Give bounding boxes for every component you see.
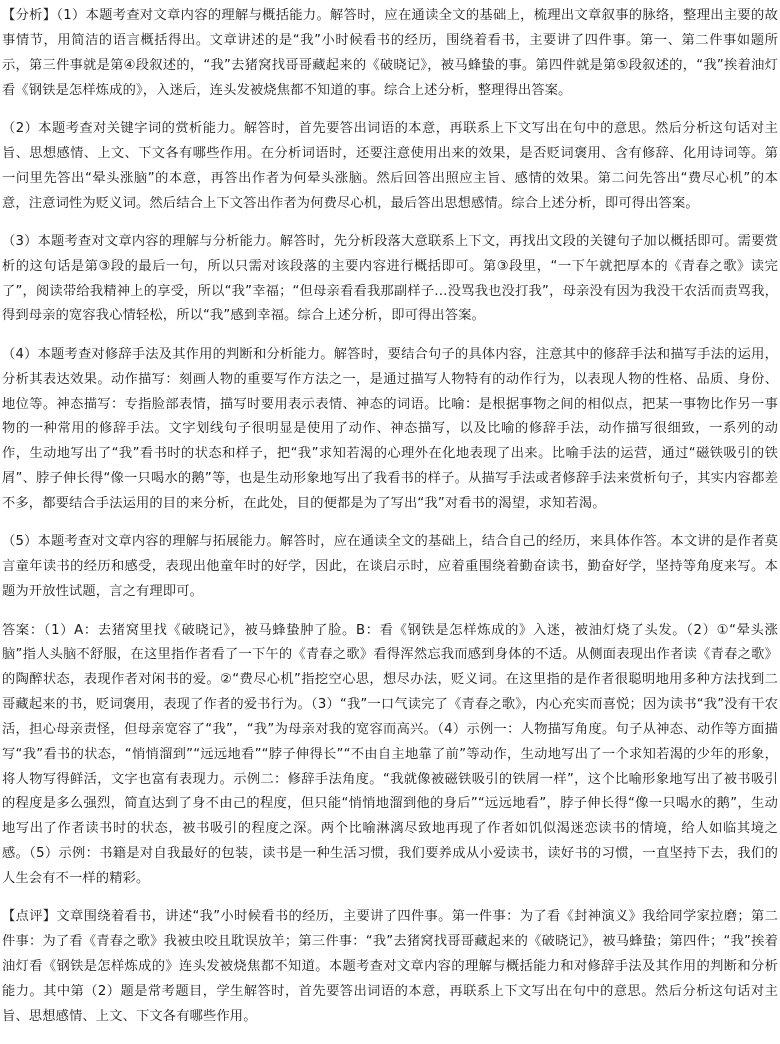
analysis-part-5: （5）本题考查对文章内容的理解与拓展能力。解答时，应在通读全文的基础上，结合自己的经历，来具体作答。本文讲的是作者莫言童年读书的经历和感受，表现出他童年时的好学，因此，在谈启示时，应着重围绕着勤奋读书，勤奋好学，坚持等角度来写。本题为开放性试题，言之有理即可。 xyxy=(2,534,778,600)
comment-section: 【点评】文章围绕着看书，讲述“我”小时候看书的经历，主要讲了四件事。第一件事：为了看《封神演义》我给同学家拉磨；第二件事：为了看《青春之歌》我被虫咬且耽误放羊；第三件事：“我”去猪窝找哥哥藏起来的《破晓记》，被马蜂蛰；第四件；“我”挨着油灯看《钢铁是怎样炼成的》连头发被烧焦都不知道。本题考查对文章内容的理解与概括能力和对修辞手法及其作用的判断和分析能力。其中第（2）题是常考题目，学生解答时，首先要答出词语的本意，再联系上下文写出在句中的意思。然后分析这句话对主旨、思想感情、上文、下文各有哪些作用。 xyxy=(2,909,778,1024)
answer-section: 答案：（1）A：去猪窝里找《破晓记》，被马蜂蛰肿了脸。B：看《钢铁是怎样炼成的》入迷，被油灯烧了头发。（2）①“晕头涨脑”指人头脑不舒服，在这里指作者看了一下午的《青春之歌》看得浑然忘我而感到身体的不适。从侧面表现出作者读《青春之歌》的陶醉状态，表现作者对闲书的爱。②“费尽心机”指挖空心思，想尽办法，贬义词。在这里指的是作者很聪明地用多种方法找到二哥藏起来的书，贬词褒用，表现了作者的爱书行为。（3）“我”一口气读完了《青春之歌》，内心充实而喜悦；因为读书“我”没有干农活，担心母亲责怪，但母亲宽容了“我”，“我”为母亲对我的宽容而高兴。（4）示例一：人物描写角度。句子从神态、动作等方面描写“我”看书的状态，“悄悄溜到”“远远地看”“脖子伸得长”“不由自主地靠了前”等动作，生动地写出了一个求知若渴的少年的形象，将人物写得鲜活，文字也富有表现力。示例二：修辞手法角度。“我就像被磁铁吸引的铁屑一样”，这个比喻形象地写出了被书吸引的程度是多么强烈，简直达到了身不由己的程度，但只能“悄悄地溜到他的身后”“远远地看”，脖子伸长得“像一只喝水的鹅”，生动地写出了作者读书时的状态，被书吸引的程度之深。两个比喻淋漓尽致地再现了作者如饥似渴迷恋读书的情境，给人如临其境之感。（5）示例：书籍是对自我最好的包装，读书是一种生活习惯，我们要养成从小爱读书，读好书的习惯，一直坚持下去，我们的人生会有不一样的精彩。 xyxy=(2,622,778,886)
analysis-part-3: （3）本题考查对文章内容的理解与分析能力。解答时，先分析段落大意联系上下文，再找出文段的关键句子加以概括即可。需要赏析的这句话是第③段的最后一句，所以只需对该段落的主要内容进行概括即可。第③段里，“一下午就把厚本的《青春之歌》读完了”，阅读带给我精神上的享受，所以“我”幸福；“但母亲看看我那副样子…没骂我也没打我”，母亲没有因为我没干农活而责骂我，得到母亲的宽容我心情轻松，所以“我”感到幸福。综合上述分析，即可得出答案。 xyxy=(2,233,778,324)
analysis-part-1: 【分析】（1）本题考查对文章内容的理解与概括能力。解答时，应在通读全文的基础上，梳理出文章叙事的脉络，整理出主要的故事情节，用简洁的语言概括得出。文章讲述的是“我”小时候看书的经历，围绕着看书，主要讲了四件事。第一、第二件事如题所示，第三件事就是第④段叙述的，“我”去猪窝找哥哥藏起来的《破晓记》，被马蜂蛰的事。第四件就是第⑤段叙述的，“我”挨着油灯看《钢铁是怎样炼成的》，入迷后，连头发被烧焦都不知道的事。综合上述分析，整理得出答案。 xyxy=(2,8,778,98)
analysis-part-2: （2）本题考查对关键字词的赏析能力。解答时，首先要答出词语的本意，再联系上下文写出在句中的意思。然后分析这句话对主旨、思想感情、上文、下文各有哪些作用。在分析词语时，还要注意使用出来的效果，是否贬词褒用、含有修辞、化用诗词等。第一问里先答出“晕头涨脑”的本意，再答出作者为何晕头涨脑。然后回答出照应主旨、感情的效果。第二问先答出“费尽心机”的本意，注意词性为贬义词。然后结合上下文答出作者为何费尽心机，最后答出思想感情。综合上述分析，即可得出答案。 xyxy=(2,120,778,211)
analysis-part-4: （4）本题考查对修辞手法及其作用的判断和分析能力。解答时，要结合句子的具体内容，注意其中的修辞手法和描写手法的运用，分析其表达效果。动作描写：刻画人物的重要写作方法之一，是通过描写人物特有的动作行为，以表现人物的性格、品质、身份、地位等。神态描写：专指脸部表情，描写时要用表示表情、神态的词语。比喻：是根据事物之间的相似点，把某一事物比作另一事物的一种常用的修辞手法。文字划线句子很明显是使用了动作、神态描写，以及比喻的修辞手法，动作描写很细致，一系列的动作，生动地写出了“我”看书时的状态和样子，把“我”求知若渴的心理外在化地表现了出来。比喻手法的运营，通过“磁铁吸引的铁屑”、脖子伸长得“像一只喝水的鹅”等，也是生动形象地写出了我看书的样子。从描写手法或者修辞手法来赏析句子，其实内容都差不多，都要结合手法运用的目的来分析，在此处，目的便都是为了写出“我”对看书的渴望，求知若渴。 xyxy=(2,346,778,511)
